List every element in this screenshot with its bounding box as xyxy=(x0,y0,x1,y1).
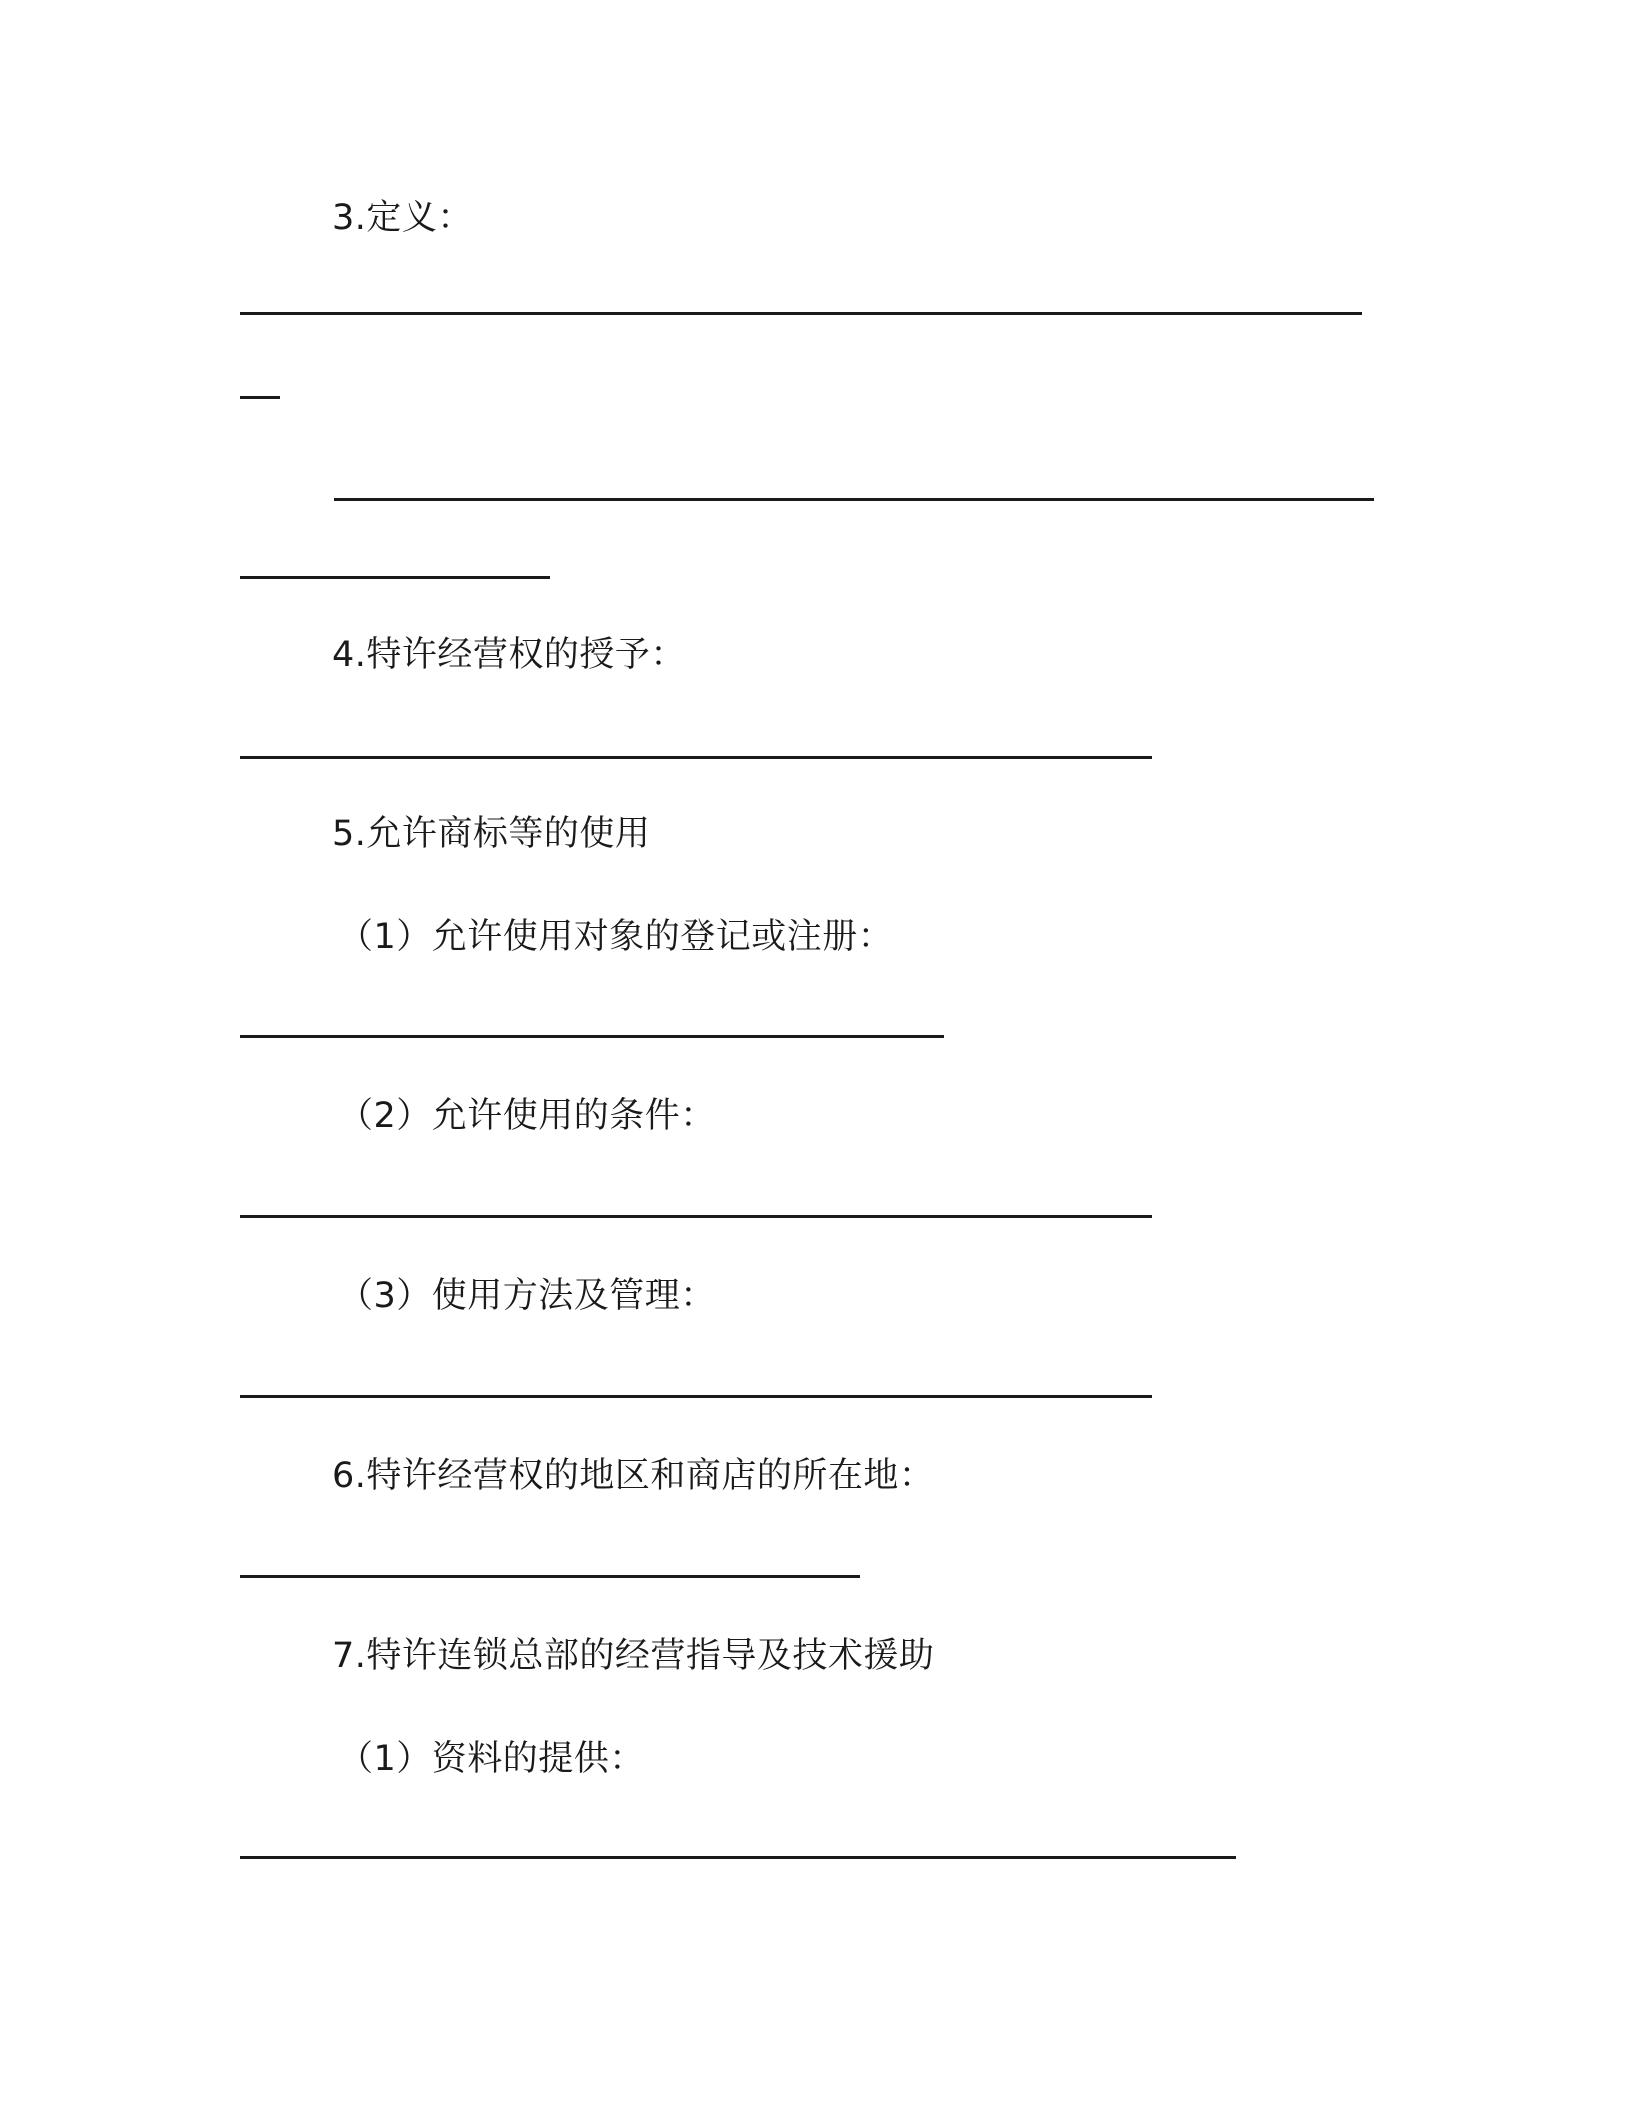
section-6-heading: 6.特许经营权的地区和商店的所在地： xyxy=(332,1456,935,1496)
section-7-item-1: （1）资料的提供： xyxy=(338,1739,645,1779)
blank-line-3c xyxy=(334,498,1374,501)
blank-line-3d xyxy=(240,576,550,579)
section-5-item-3: （3）使用方法及管理： xyxy=(338,1276,716,1316)
blank-line-3b xyxy=(240,396,280,399)
blank-line-5-1 xyxy=(240,1035,944,1038)
section-5-item-1: （1）允许使用对象的登记或注册： xyxy=(338,917,894,957)
section-3-heading: 3.定义： xyxy=(332,198,473,238)
blank-line-6 xyxy=(240,1575,860,1578)
blank-line-5-3 xyxy=(240,1395,1152,1398)
blank-line-4 xyxy=(240,756,1152,759)
section-7-heading: 7.特许连锁总部的经营指导及技术援助 xyxy=(332,1636,935,1676)
section-5-item-2: （2）允许使用的条件： xyxy=(338,1096,716,1136)
section-5-heading: 5.允许商标等的使用 xyxy=(332,814,651,854)
section-4-heading: 4.特许经营权的授予： xyxy=(332,635,686,675)
blank-line-3a xyxy=(240,312,1362,315)
blank-line-7-1 xyxy=(240,1856,1236,1859)
blank-line-5-2 xyxy=(240,1215,1152,1218)
